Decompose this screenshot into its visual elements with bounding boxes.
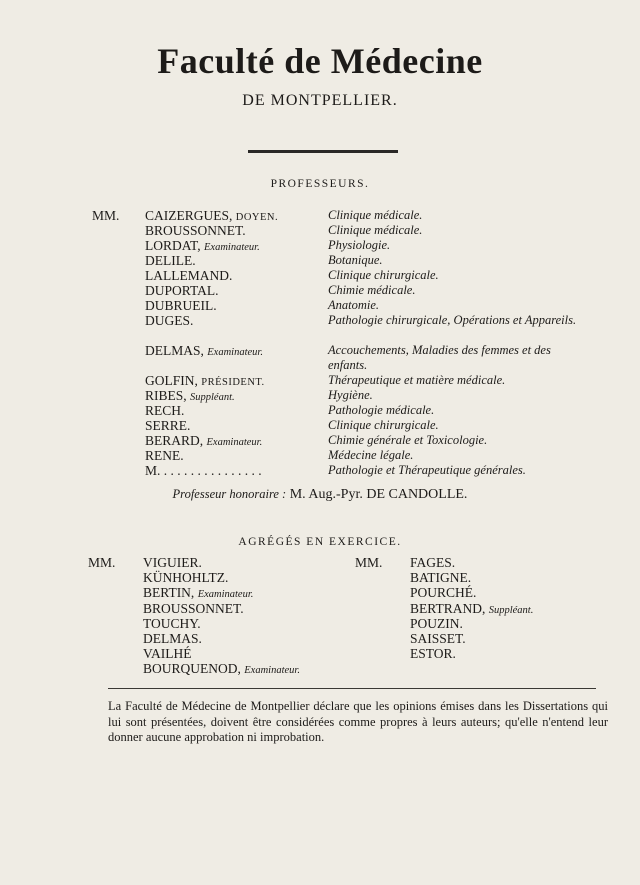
- agrege-row: [143, 601, 300, 616]
- agrege-name: BERTRAND,: [410, 600, 486, 616]
- professeur-subject: Clinique chirurgicale.: [328, 418, 439, 432]
- professeur-name: DELILE.: [145, 253, 196, 268]
- professeur-name: M. . . . . . . . . . . . . . . .: [145, 463, 262, 478]
- professeur-name: LORDAT,: [145, 238, 201, 253]
- agrege-name: KÜNHOHLTZ.: [143, 570, 229, 586]
- agrege-row: [143, 585, 300, 600]
- professeur-subject: Anatomie.: [328, 298, 380, 312]
- agreges-left-column: [88, 555, 300, 677]
- professeur-name: DUBRUEIL.: [145, 298, 217, 313]
- agrege-name: BATIGNE.: [410, 570, 472, 586]
- agrege-row: [410, 555, 533, 570]
- professeur-subject: Chimie médicale.: [328, 283, 416, 297]
- agrege-role: Examinateur.: [244, 665, 300, 677]
- professeur-name-cell: [145, 343, 263, 360]
- agrege-row: [143, 661, 300, 676]
- professeur-name: BERARD,: [145, 433, 204, 448]
- agrege-row: [143, 555, 300, 570]
- professeur-name: RIBES,: [145, 388, 187, 403]
- title-divider: [248, 150, 398, 153]
- professeur-name: DUPORTAL.: [145, 283, 219, 298]
- professeur-name-cell: [145, 418, 190, 433]
- page-title: Faculté de Médecine: [157, 41, 483, 81]
- agrege-name: FAGES.: [410, 555, 456, 570]
- professeur-name: CAIZERGUES,: [145, 208, 233, 223]
- professeur-subject: Clinique médicale.: [328, 208, 423, 222]
- agrege-name: ESTOR.: [410, 646, 456, 662]
- professeur-role: PRÉSIDENT.: [201, 377, 265, 388]
- agrege-row: [410, 570, 533, 585]
- declaration-divider: [108, 688, 596, 689]
- professeur-name-cell: [145, 268, 232, 283]
- agrege-role: Suppléant.: [488, 604, 534, 616]
- agrege-name: SAISSET.: [410, 630, 466, 646]
- agrege-row: [410, 646, 533, 661]
- agrege-row: [143, 646, 300, 661]
- honoraire-name: M. Aug.-Pyr. DE CANDOLLE.: [289, 487, 468, 502]
- professeur-name: SERRE.: [145, 418, 191, 433]
- agrege-role: Examinateur.: [197, 589, 254, 601]
- professeur-subject: Chimie générale et Toxicologie.: [328, 433, 488, 447]
- professeur-role: Examinateur.: [204, 242, 260, 253]
- agreges-heading: AGRÉGÉS EN EXERCICE.: [238, 536, 402, 548]
- professeur-role: Examinateur.: [206, 437, 263, 448]
- professeur-subject: Pathologie chirurgicale, Opérations et Appareils.: [328, 313, 577, 327]
- professeur-subject: Pathologie médicale.: [328, 403, 435, 417]
- professeur-name-cell: [145, 298, 217, 313]
- agreges-left-prefix: MM.: [88, 555, 116, 570]
- professeur-name-cell: [145, 253, 196, 268]
- professeur-name: RECH.: [145, 403, 185, 418]
- agrege-row: [410, 585, 533, 600]
- agrege-name: DELMAS.: [143, 630, 202, 646]
- professeur-name: GOLFIN,: [145, 373, 198, 388]
- agrege-row: [143, 616, 300, 631]
- professeur-name-cell: [145, 223, 246, 238]
- professeur-name-cell: [145, 448, 184, 463]
- agrege-name: TOUCHY.: [143, 615, 201, 631]
- agrege-row: [410, 616, 533, 631]
- agrege-row: [143, 570, 300, 585]
- professeur-subject: Accouchements, Maladies des femmes et des enfants.: [328, 343, 551, 372]
- professeurs-heading: PROFESSEURS.: [270, 178, 370, 190]
- agrege-name: POUZIN.: [410, 615, 463, 631]
- agrege-name: BROUSSONNET.: [143, 600, 244, 616]
- professeur-honoraire: [0, 487, 640, 503]
- agrege-row: [143, 631, 300, 646]
- professeur-subject: Clinique chirurgicale.: [328, 268, 439, 282]
- professeur-name-cell: [145, 403, 184, 418]
- agrege-name: BOURQUENOD,: [143, 661, 241, 677]
- honoraire-label: Professeur honoraire :: [172, 487, 287, 501]
- agrege-row: [410, 631, 533, 646]
- agrege-name: POURCHÉ.: [410, 585, 477, 601]
- declaration-text: La Faculté de Médecine de Montpellier déclare que les opinions émises dans les Dissertations qui lui sont présentées, doivent être considérées comme propres à leurs auteurs; qu'elle n'entend leur donner aucune approbation ni improbation.: [108, 699, 608, 745]
- professeur-name-cell: [145, 313, 193, 328]
- professeur-name: DELMAS,: [145, 343, 204, 358]
- professeur-name: LALLEMAND.: [145, 268, 233, 283]
- professeur-subject: Médecine légale.: [328, 448, 414, 462]
- professeur-role: Examinateur.: [207, 347, 263, 358]
- professeur-subject: Hygiène.: [328, 388, 373, 402]
- professeur-role: Suppléant.: [190, 392, 235, 403]
- professeur-role: DOYEN.: [235, 212, 279, 223]
- professeur-subject: Thérapeutique et matière médicale.: [328, 373, 506, 387]
- professeur-name: BROUSSONNET.: [145, 223, 246, 238]
- professeur-name: DUGES.: [145, 313, 194, 328]
- agrege-name: VAILHÉ: [143, 646, 192, 662]
- professeur-subject: Botanique.: [328, 253, 383, 267]
- professeur-subject: Physiologie.: [328, 238, 391, 252]
- agreges-right-column: [355, 555, 534, 662]
- professeur-name-cell: [145, 283, 219, 298]
- agreges-right-prefix: MM.: [355, 555, 383, 570]
- professeurs-prefix: MM.: [92, 208, 120, 223]
- professeur-name: RENE.: [145, 448, 184, 463]
- agrege-row: [410, 601, 533, 616]
- professeur-name-cell: [145, 463, 262, 478]
- agrege-name: BERTIN,: [143, 585, 195, 601]
- agrege-name: VIGUIER.: [143, 555, 202, 570]
- page-subtitle: DE MONTPELLIER.: [242, 92, 398, 109]
- professeur-subject: Pathologie et Thérapeutique générales.: [328, 463, 526, 477]
- professeur-subject: Clinique médicale.: [328, 223, 423, 237]
